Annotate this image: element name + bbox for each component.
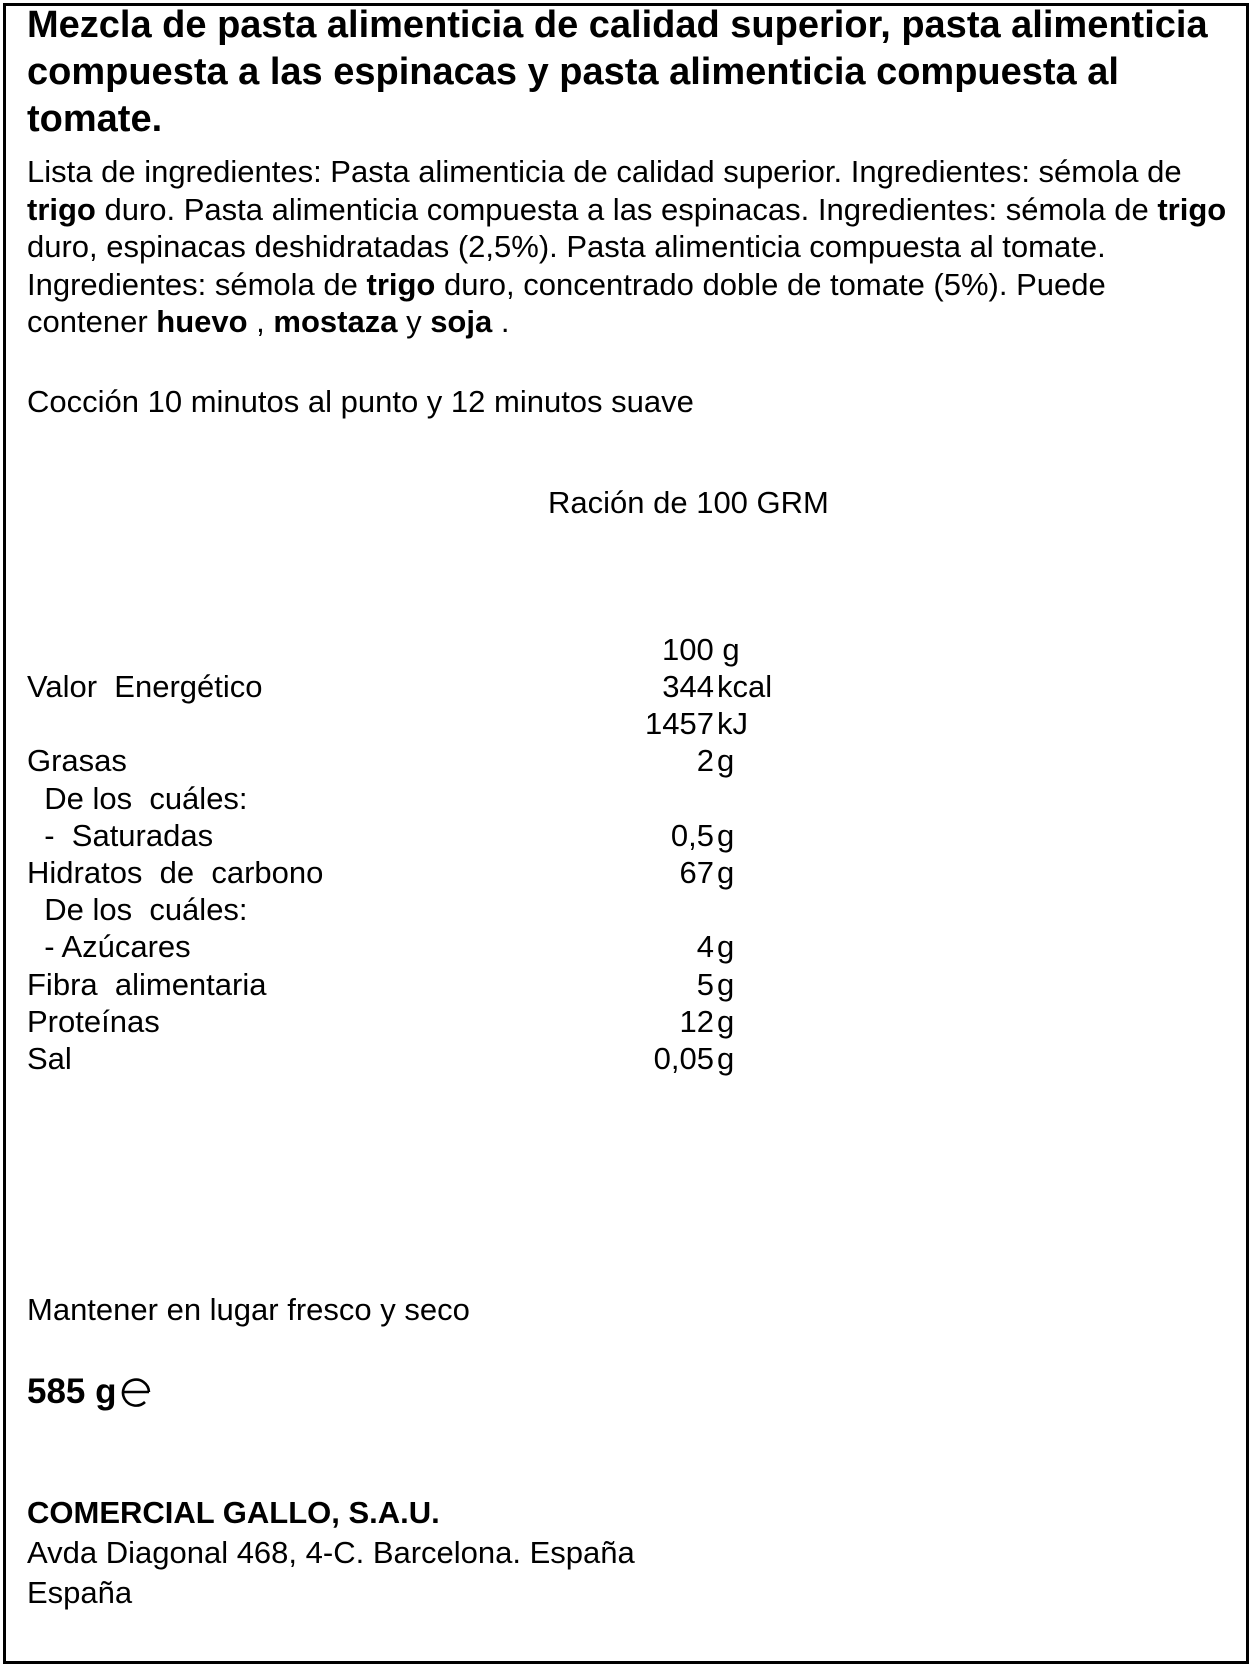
nutrient-value: 67 [679, 855, 714, 890]
ingredients-text: . [492, 304, 510, 339]
ingredients-text: duro, concentrado doble de tomate (5%). Puede contener [27, 266, 1106, 339]
allergen-text: trigo [27, 191, 96, 227]
nutrient-label: De los cuáles: [27, 892, 248, 928]
nutrient-label: De los cuáles: [27, 780, 248, 816]
company-country: España [27, 1575, 133, 1610]
nutrient-value: 4 [696, 929, 714, 965]
nutrient-label: - Azúcares [27, 929, 191, 965]
nutrient-label: Hidratos de carbono [27, 855, 324, 890]
nutrient-unit: g [717, 1003, 735, 1039]
company-address: Avda Diagonal 468, 4-C. Barcelona. España [27, 1535, 635, 1570]
allergen-text: trigo [366, 266, 436, 302]
cooking-instructions: Cocción 10 minutos al punto y 12 minutos suave [27, 384, 694, 419]
nutrient-label: - Saturadas [27, 817, 214, 853]
ingredients-text: , [247, 304, 274, 339]
nutrient-value: 12 [679, 1003, 714, 1039]
allergen-text: trigo [1157, 191, 1227, 227]
nutrient-label: Proteínas [27, 1003, 160, 1039]
ingredients-text: Lista de ingredientes: Pasta alimenticia de calidad superior. Ingredientes: sémola de [27, 154, 1182, 189]
nutrient-unit: g [717, 817, 735, 853]
nutrient-label: Valor Energético [27, 669, 263, 704]
nutrient-label: Grasas [27, 743, 127, 779]
ingredients-list [27, 153, 1227, 341]
net-weight [27, 1372, 153, 1418]
nutrient-value: 0,05 [653, 1041, 714, 1076]
nutrient-unit: g [717, 1041, 735, 1076]
company-name: COMERCIAL GALLO, S.A.U. [27, 1495, 440, 1530]
product-title: Mezcla de pasta alimenticia de calidad superior, pasta alimenticia compuesta a las espinacas y pasta alimenticia compuesta al tomate. [27, 4, 1208, 140]
ingredients-text: duro, espinacas deshidratadas (2,5%). Pasta alimenticia compuesta al tomate. Ingredientes: sémola de [27, 229, 1106, 302]
allergen-text: huevo [156, 304, 248, 339]
nutrient-value: 1457 [645, 706, 714, 742]
nutrient-label: Fibra alimentaria [27, 966, 267, 1002]
serving-size: Ración de 100 GRM [548, 485, 829, 520]
nutrient-unit: g [717, 966, 735, 1002]
ingredients-text: duro. Pasta alimenticia compuesta a las espinacas. Ingredientes: sémola de [95, 191, 1158, 227]
allergen-text: mostaza [273, 304, 398, 339]
nutrient-value: 344 [662, 669, 714, 704]
nutrient-value: 2 [696, 743, 714, 779]
nutrient-value: 0,5 [670, 817, 714, 853]
ingredients-text: y [397, 304, 431, 339]
estimated-sign-icon [119, 1375, 153, 1418]
nutrient-unit: g [717, 929, 735, 965]
nutrient-value: 5 [696, 966, 714, 1002]
net-weight-value: 585 g [27, 1372, 117, 1411]
storage-instructions: Mantener en lugar fresco y seco [27, 1292, 470, 1327]
nutrition-column-header: 100 g [662, 632, 740, 667]
nutrient-unit: g [717, 855, 735, 890]
nutrient-label: Sal [27, 1041, 72, 1076]
allergen-text: soja [430, 304, 493, 339]
nutrient-unit: g [717, 743, 735, 779]
nutrient-unit: kcal [717, 669, 773, 704]
nutrient-unit: kJ [717, 706, 748, 742]
